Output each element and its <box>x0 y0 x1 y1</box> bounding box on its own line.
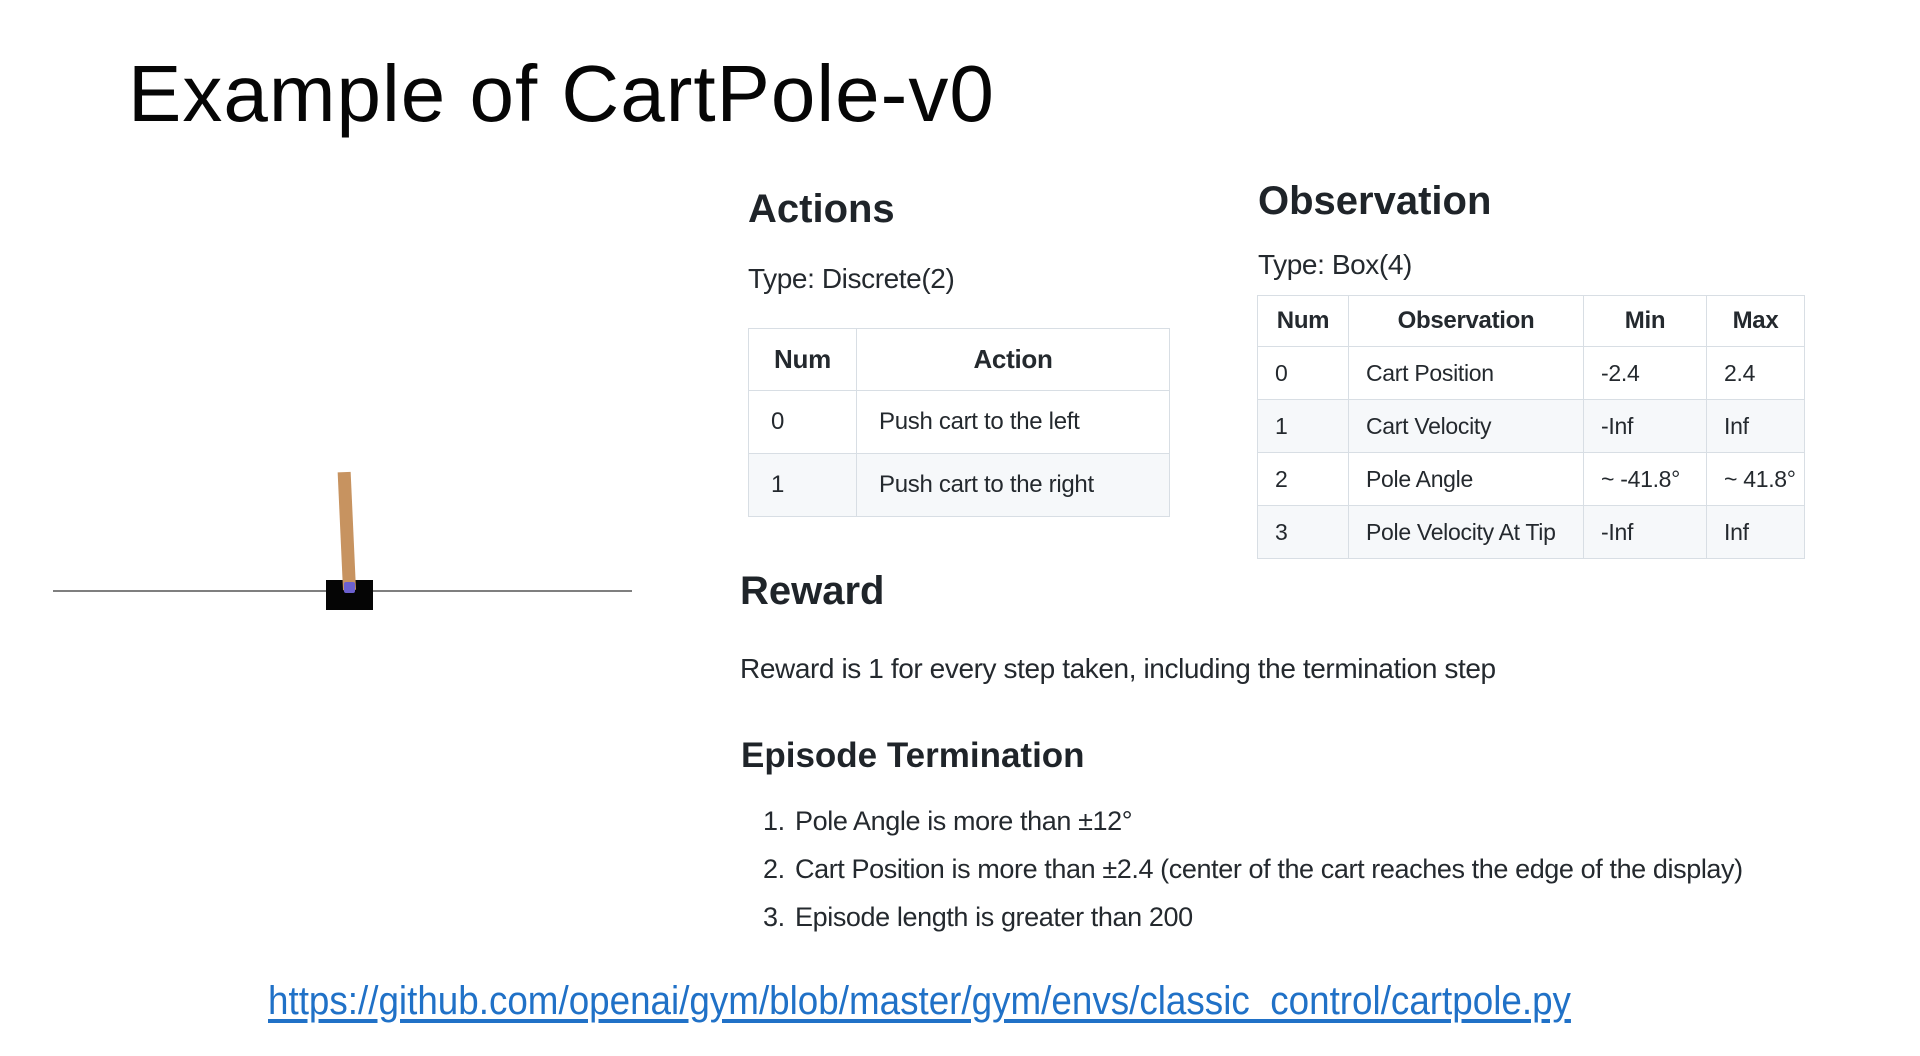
list-item <box>763 902 1743 932</box>
table-row <box>749 391 1170 454</box>
episode-termination-list <box>763 806 1743 950</box>
table-cell: Inf <box>1707 400 1805 453</box>
table-cell: Pole Velocity At Tip <box>1349 506 1584 559</box>
actions-table <box>748 328 1170 517</box>
table-cell: Push cart to the left <box>857 391 1170 454</box>
table-cell: 0 <box>1258 347 1349 400</box>
list-item-number: 1. <box>763 806 785 836</box>
list-item <box>763 854 1743 884</box>
table-cell: Push cart to the right <box>857 454 1170 517</box>
table-row <box>1258 347 1805 400</box>
page-title: Example of CartPole-v0 <box>128 49 995 138</box>
table-cell: Pole Angle <box>1349 453 1584 506</box>
list-item-number: 2. <box>763 854 785 884</box>
pole-rect <box>338 472 356 590</box>
table-cell: -Inf <box>1584 506 1707 559</box>
table-cell: 0 <box>749 391 857 454</box>
table-header-cell: Min <box>1584 296 1707 347</box>
actions-heading: Actions <box>748 187 895 231</box>
table-cell: ~ -41.8° <box>1584 453 1707 506</box>
list-item-text: Pole Angle is more than ±12° <box>795 806 1133 836</box>
list-item-text: Episode length is greater than 200 <box>795 902 1193 932</box>
table-header-row <box>1258 296 1805 347</box>
axle-dot <box>344 582 355 593</box>
table-header-cell: Action <box>857 329 1170 391</box>
table-cell: ~ 41.8° <box>1707 453 1805 506</box>
table-header-cell: Num <box>1258 296 1349 347</box>
observation-type-label: Type: Box(4) <box>1258 249 1412 280</box>
table-header-cell: Observation <box>1349 296 1584 347</box>
table-header-cell: Max <box>1707 296 1805 347</box>
table-cell: 1 <box>1258 400 1349 453</box>
reward-body-text: Reward is 1 for every step taken, including the termination step <box>740 653 1496 684</box>
table-row <box>1258 453 1805 506</box>
table-cell: 3 <box>1258 506 1349 559</box>
table-cell: Cart Velocity <box>1349 400 1584 453</box>
table-cell: -2.4 <box>1584 347 1707 400</box>
observation-table <box>1257 295 1805 559</box>
table-row <box>1258 400 1805 453</box>
table-cell: -Inf <box>1584 400 1707 453</box>
actions-type-label: Type: Discrete(2) <box>748 263 955 294</box>
table-cell: 2 <box>1258 453 1349 506</box>
table-cell: Inf <box>1707 506 1805 559</box>
table-cell: Cart Position <box>1349 347 1584 400</box>
table-row <box>1258 506 1805 559</box>
reward-heading: Reward <box>740 569 885 613</box>
github-source-link[interactable]: https://github.com/openai/gym/blob/master/gym/envs/classic_control/cartpole.py <box>268 979 1571 1023</box>
table-cell: 1 <box>749 454 857 517</box>
episode-termination-heading: Episode Termination <box>741 736 1085 775</box>
table-header-cell: Num <box>749 329 857 391</box>
observation-heading: Observation <box>1258 179 1492 223</box>
table-row <box>749 454 1170 517</box>
table-cell: 2.4 <box>1707 347 1805 400</box>
table-header-row <box>749 329 1170 391</box>
list-item-number: 3. <box>763 902 785 932</box>
list-item <box>763 806 1743 836</box>
list-item-text: Cart Position is more than ±2.4 (center of the cart reaches the edge of the display) <box>795 854 1743 884</box>
